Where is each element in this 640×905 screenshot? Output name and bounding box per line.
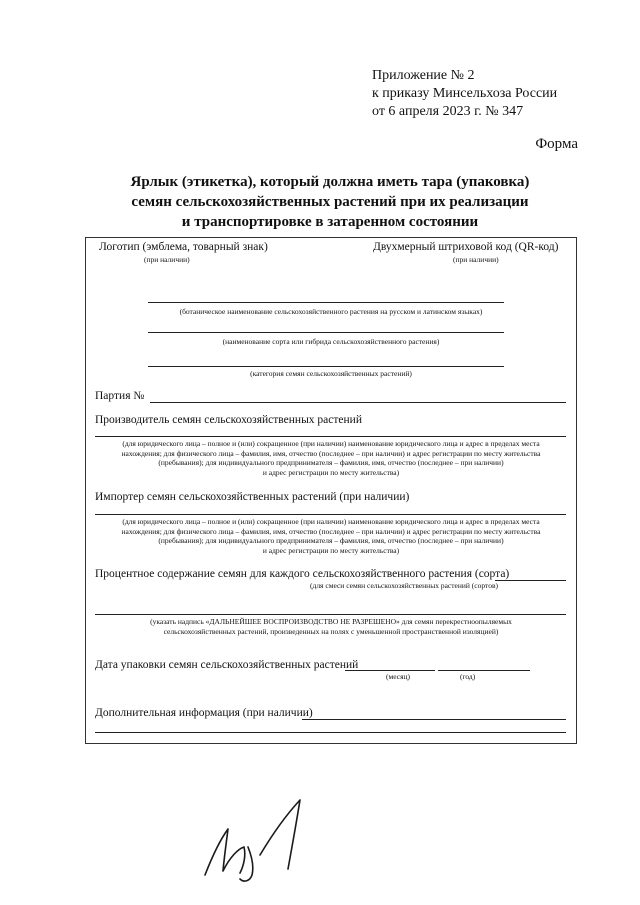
form-label: Форма	[535, 136, 578, 152]
logo-field-note: (при наличии)	[144, 255, 190, 264]
logo-field-label: Логотип (эмблема, товарный знак)	[99, 241, 268, 253]
producer-label: Производитель семян сельскохозяйственных растений	[95, 414, 362, 426]
importer-note: (для юридического лица – полное и (или) сокращенное (при наличии) наименование юридического лица и адрес в пределах места нахождения; для физического лица – фамилия, имя, отчество (последнее – при наличии) и адрес регистрации по месту жительства (пребывания); для индивидуального предпринимателя – фамилия, имя, отчество (последнее – при наличии) и адрес регистрации по месту жительства)	[121, 517, 541, 555]
extra-info-line[interactable]	[302, 719, 566, 720]
appendix-number: Приложение № 2	[372, 68, 475, 83]
botanical-name-note: (ботаническое наименование сельскохозяйственного растения на русском и латинском языках)	[179, 307, 483, 316]
pack-year-line[interactable]	[438, 670, 530, 671]
signature-image	[200, 795, 310, 885]
label-form-box	[85, 237, 577, 744]
pack-month-line[interactable]	[345, 670, 435, 671]
variety-line[interactable]	[148, 332, 504, 333]
category-line[interactable]	[148, 366, 504, 367]
title-line-3: и транспортировке в затаренном состоянии	[181, 214, 479, 230]
variety-note: (наименование сорта или гибрида сельскохозяйственного растения)	[222, 337, 440, 346]
percent-label: Процентное содержание семян для каждого сельскохозяйственного растения (сорта)	[95, 568, 510, 580]
batch-label: Партия №	[95, 390, 145, 402]
qr-field-label: Двухмерный штриховой код (QR-код)	[373, 241, 559, 253]
botanical-name-line[interactable]	[148, 302, 504, 303]
importer-line[interactable]	[95, 514, 566, 515]
extra-info-label: Дополнительная информация (при наличии)	[95, 707, 313, 719]
order-date: от 6 апреля 2023 г. № 347	[372, 104, 524, 119]
title-line-2: семян сельскохозяйственных растений при их реализации	[131, 194, 529, 210]
qr-field-note: (при наличии)	[453, 255, 499, 264]
title-line-1: Ярлык (этикетка), который должна иметь тара (упаковка)	[130, 174, 530, 190]
inscription-note: (указать надпись «ДАЛЬНЕЙШЕЕ ВОСПРОИЗВОДСТВО НЕ РАЗРЕШЕНО» для семян перекрестноопыляемых сельскохозяйственных растений, произведенных на полях с уменьшенной пространственной изоляцией)	[150, 617, 512, 636]
importer-label: Импортер семян сельскохозяйственных растений (при наличии)	[95, 491, 410, 503]
order-reference: к приказу Минсельхоза России	[372, 86, 558, 101]
pack-date-label: Дата упаковки семян сельскохозяйственных растений	[95, 659, 359, 671]
year-note: (год)	[460, 672, 476, 681]
document-title	[60, 172, 600, 232]
month-note: (месяц)	[386, 672, 411, 681]
category-note: (категория семян сельскохозяйственных растений)	[250, 369, 412, 378]
batch-line[interactable]	[150, 402, 566, 403]
producer-note: (для юридического лица – полное и (или) сокращенное (при наличии) наименование юридического лица и адрес в пределах места нахождения; для физического лица – фамилия, имя, отчество (последнее – при наличии) и адрес регистрации по месту жительства (пребывания); для индивидуального предпринимателя – фамилия, имя, отчество (последнее – при наличии) и адрес регистрации по месту жительства)	[121, 439, 541, 477]
percent-line[interactable]	[495, 580, 566, 581]
extra-info-line-2[interactable]	[95, 732, 566, 733]
percent-note: (для смеси семян сельскохозяйственных растений (сортов)	[310, 581, 498, 590]
inscription-line[interactable]	[95, 614, 566, 615]
producer-line[interactable]	[95, 436, 566, 437]
